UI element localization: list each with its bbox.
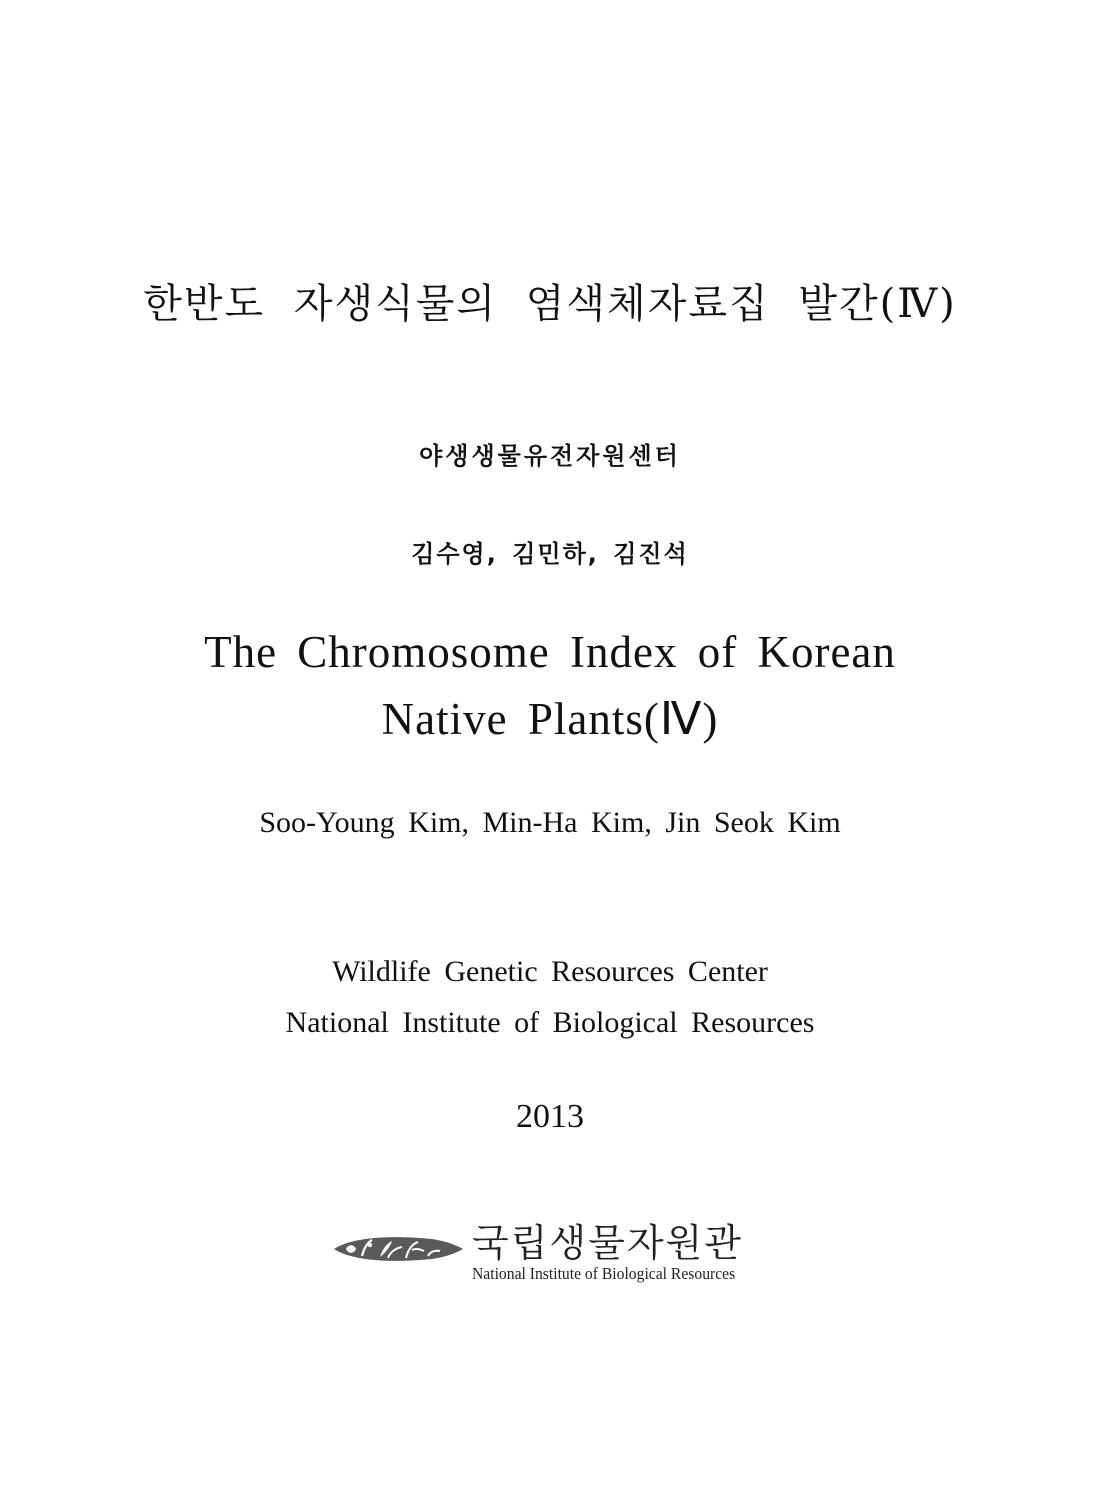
english-center-name: Wildlife Genetic Resources Center [332, 955, 768, 988]
plant-emblem-icon [332, 1232, 464, 1266]
english-institute-name: National Institute of Biological Resources [285, 1006, 815, 1039]
english-title-line-1: The Chromosome Index of Korean [204, 627, 896, 677]
institute-logo [332, 1212, 792, 1292]
english-authors: Soo-Young Kim, Min-Ha Kim, Jin Seok Kim [259, 806, 841, 839]
publication-year: 2013 [516, 1098, 584, 1135]
logo-korean-name: 국립생물자원관 [472, 1221, 743, 1265]
korean-title: 한반도 자생식물의 염색체자료집 발간(Ⅳ) [143, 281, 957, 327]
korean-authors: 김수영, 김민하, 김진석 [411, 540, 689, 568]
logo-english-name: National Institute of Biological Resources [472, 1264, 736, 1283]
korean-center-name: 야생생물유전자원센터 [419, 442, 681, 470]
english-title-line-2: Native Plants(Ⅳ) [381, 694, 719, 744]
